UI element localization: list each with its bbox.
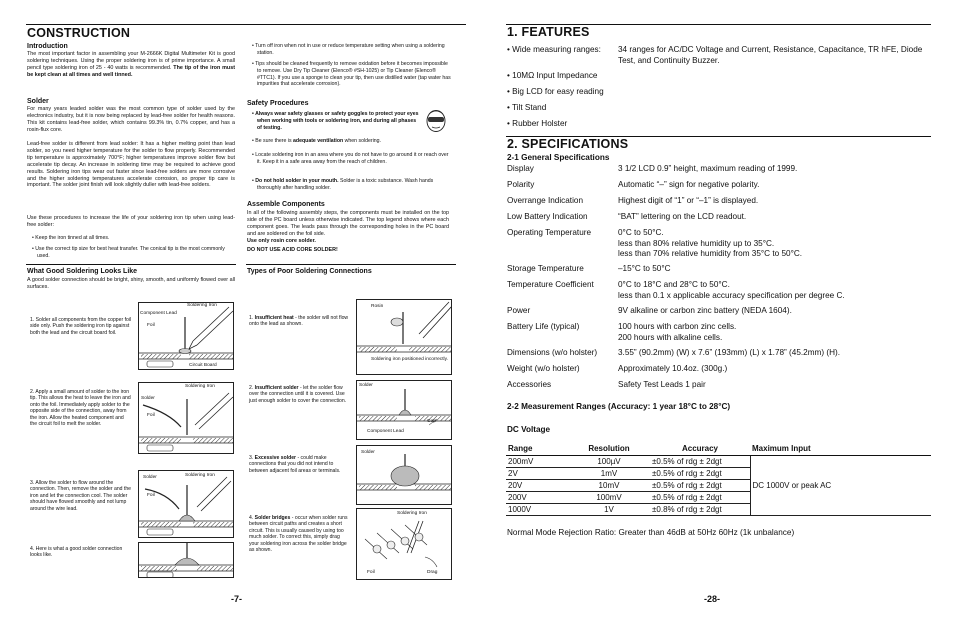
label-drag: Drag (427, 570, 438, 575)
assemble-heading: Assemble Components (247, 201, 325, 208)
feature-wide-ranges-key: • Wide measuring ranges: (507, 45, 601, 54)
good-step-2: 2. Apply a small amount of solder to the iron tip. This allows the heat to leave the iron and onto the foil. Immediately apply solder to the opposite side of the connection, away from the iron. Allow the heated component and the circuit foil to melt the solder. (30, 389, 131, 428)
safety-bullet-2: • Be sure there is adequate ventilation when soldering. (252, 138, 381, 144)
solder-paragraph-2: Lead-free solder is different from lead solder: It has a higher melting point than lead solder, so you need higher temperature for the solder to flow properly. Recommended tip temperature is approximately 700°F; higher temperatures improve solder flow but accelerate tip decay. An increase in soldering time may be required to achieve good results. Soldering iron tips wear out faster since lead-free solders are more corrosive and the higher soldering temperatures accelerate corrosion, so proper tip care is important. The solder joint finish will look slightly duller with lead-free solders. (27, 141, 235, 189)
feature-input-impedance: • 10MΩ Input Impedance (507, 71, 598, 80)
safety-bullet-3: • Locate soldering iron in an area where you do not have to go around it or reach over it. Keep it in a safe area away from the reach of children. (252, 152, 449, 165)
label-foil: Foil (147, 413, 155, 418)
label-soldering-iron: Soldering Iron (185, 384, 215, 389)
construction-title: CONSTRUCTION (27, 26, 131, 40)
top-rule (26, 24, 466, 25)
label-rosin: Rosin (371, 304, 384, 309)
good-soldering-heading: What Good Soldering Looks Like (27, 268, 138, 275)
poor-figure-4 (356, 508, 452, 580)
dc-voltage-heading: DC Voltage (507, 425, 551, 434)
poor-1-insufficient-heat: 1. Insufficient heat - the solder will not flow onto the lead as shown. (249, 315, 349, 328)
good-step-3: 3. Allow the solder to flow around the connection. Then, remove the solder and the iron and let the connection cool. The solder should have flowed smoothly and not lump around the wire lead. (30, 480, 131, 512)
general-spec-heading: 2-1 General Specifications (507, 153, 610, 162)
page-number-left: -7- (231, 594, 242, 604)
safety-bullet-1: • Always wear safety glasses or safety goggles to protect your eyes when working with tools or soldering iron, and during all phases of testing. (252, 111, 419, 131)
tip-bullet-1: • Turn off iron when not in use or reduce temperature setting when using a soldering station. (252, 43, 445, 56)
label-solder: Solder (359, 383, 373, 388)
solder-paragraph-3: Use these procedures to increase the life of your soldering iron tip when using lead-free solder: (27, 215, 235, 228)
table-row: 20V 10mV ±0.5% of rdg ± 2dgt (506, 479, 931, 491)
feature-wide-ranges-value: 34 ranges for AC/DC Voltage and Current, Resistance, Capacitance, TR hFE, Diode Test, and Continuity Buzzer. (618, 45, 923, 65)
label-foil: Foil (147, 493, 155, 498)
dc-max-input-cell: DC 1000V or peak AC (750, 455, 931, 515)
label-circuit-board: Circuit Board (189, 363, 217, 368)
poor-soldering-heading: Types of Poor Soldering Connections (247, 268, 372, 275)
col-maximum-input: Maximum Input (750, 443, 931, 455)
measurement-ranges-heading: 2-2 Measurement Ranges (Accuracy: 1 year 18°C to 28°C) (507, 402, 731, 411)
table-row: 200mV 100µV ±0.5% of rdg ± 2dgt DC 1000V or peak AC (506, 455, 931, 467)
poor-figure-3 (356, 445, 452, 505)
label-soldering-iron: Soldering Iron (397, 511, 427, 516)
safety-heading: Safety Procedures (247, 100, 309, 107)
right-page: 1. FEATURES • Wide measuring ranges: 34 ranges for AC/DC Voltage and Current, Resistance, Capacitance, TR hFE, Diode Test, and Continuity Buzzer. • 10MΩ Input Impedance • Big LCD for easy reading • Tilt Stand • Rubber Holster 2. SPECIFICATIONS 2-1 General Specifications Display 3 1/2 LCD 0.9” height, maximum reading of 1999. Polarity Automatic “–” sign for negative polarity. Overrange Indication Highest digit of “1” or “–1” is displayed. Low Battery Indication “BAT” lettering on the LCD readout. Operating Temperature 0°C to 50°C. less than 80% relative humidity up to 35°C. less than 70% relative humidity from 35°C to 50°C. Storage Temperature –15°C to 50°C Temperature Coefficient 0°C to 18°C and 28°C to 50°C. less than 0.1 x applicable accuracy specification per degree C. Power 9V alkaline or carbon zinc battery (NEDA 1604). Battery Life (typical) 100 hours with carbon zinc cells. 200 hours with alkaline cells. Dimensions (w/o holster) 3.55” (90.2mm) (W) x 7.6” (193mm) (L) x 1.78” (45.2mm) (H). Weight (w/o holster) Approximately 10.4oz. (300g.) Accessories Safety Test Leads 1 pair 2-2 Measurement Ranges (Accuracy: 1 year 18°C to 28°C) DC Voltage Range Resolution Accuracy Maximum Input 200mV 100µV ±0.5% of rdg ± 2dgt DC 1000V or peak AC 2V 1mV ±0.5% of rdg ± 2dgt 20V 10mV ±0.5% of rdg ± 2dgt 200V 100mV ±0.5% of rdg ± 2dgt 1000V 1V ±0.8% of rdg ± 2dgt Normal Mode Rejection Ratio: Greater than 46dB at 50Hz 60Hz (1k unbalance) -28- (477, 0, 954, 618)
poor-rule (246, 264, 456, 265)
good-figure-1 (138, 302, 234, 370)
intro-paragraph: The most important factor in assembling your M-2666K Digital Multimeter Kit is good soldering techniques. Using the proper soldering iron is of prime importance. A small pencil type soldering iron of 25 - 40 watts is recommended. The tip of the iron must be kept clean at all times and well tinned. (27, 51, 235, 78)
label-soldering-iron: Soldering Iron (187, 303, 217, 308)
good-figure-2 (138, 382, 234, 454)
table-header-row (506, 443, 931, 455)
label-solder: Solder (143, 475, 157, 480)
rosin-note: Soldering iron positioned incorrectly. (371, 357, 448, 362)
page-number-right: -28- (704, 594, 721, 604)
label-soldering-iron: Soldering Iron (185, 473, 215, 478)
table-row: 2V 1mV ±0.5% of rdg ± 2dgt (506, 467, 931, 479)
col-resolution: Resolution (568, 443, 650, 455)
label-solder: Solder (141, 396, 155, 401)
label-component-lead: Component Lead (140, 311, 177, 316)
label-foil: Foil (147, 323, 155, 328)
assemble-paragraph: In all of the following assembly steps, the components must be installed on the top side of the PC board unless otherwise indicated. The top legend shows where each component goes. The leads pass through the corresponding holes in the PC board and are soldered on the foil side. Use only rosin core solder. DO NOT USE ACID CORE SOLDER! (247, 210, 449, 253)
solder-bullet-2: • Use the correct tip size for best heat transfer. The conical tip is the most commonly used. (32, 246, 225, 259)
intro-heading: Introduction (27, 43, 68, 50)
poor-2-insufficient-solder: 2. Insufficient solder - let the solder flow over the connection until it is covered. Use just enough solder to cover the connection. (249, 385, 347, 404)
nmrr-note: Normal Mode Rejection Ratio: Greater than 46dB at 50Hz 60Hz (1k unbalance) (507, 528, 795, 537)
poor-3-excessive-solder: 3. Excessive solder - could make connections that you did not intend to between adjacent foil areas or terminals. (249, 455, 341, 474)
poor-figure-1 (356, 299, 452, 375)
solder-bullet-1: • Keep the iron tinned at all times. (32, 235, 110, 241)
good-rule (26, 264, 236, 265)
label-component-lead: Component Lead (367, 429, 404, 434)
col-range: Range (506, 443, 568, 455)
label-gap: Gap (427, 419, 437, 424)
goggles-icon (425, 109, 447, 133)
solder-paragraph-1: For many years leaded solder was the most common type of solder used by the electronics industry, but it is now being replaced by lead-free solder for health reasons. This kit contains lead-free solder, which contains 99.3% tin, 0.7% copper, and has a rosin-flux core. (27, 106, 235, 133)
good-figure-3 (138, 470, 234, 538)
feature-tilt-stand: • Tilt Stand (507, 103, 547, 112)
features-title: 1. FEATURES (507, 25, 590, 39)
feature-big-lcd: • Big LCD for easy reading (507, 87, 604, 96)
good-figure-4 (138, 542, 234, 578)
safety-bullet-4: • Do not hold solder in your mouth. Solder is a toxic substance. Wash hands thoroughly after handling solder. (252, 178, 434, 191)
feature-rubber-holster: • Rubber Holster (507, 119, 568, 128)
poor-4-solder-bridges: 4. Solder bridges - occur when solder runs between circuit paths and creates a short circuit. This is usually caused by using too much solder. To correct this, simply drag your soldering iron across the solder bridge as shown. (249, 515, 348, 554)
table-row: 200V 100mV ±0.5% of rdg ± 2dgt (506, 491, 931, 503)
label-solder: Solder (361, 450, 375, 455)
label-foil: Foil (367, 570, 375, 575)
tip-bullet-2: • Tips should be cleaned frequently to remove oxidation before it becomes impossible to remove. Use Dry Tip Cleaner (Elenco® #SH-1025) or Tip Cleaner (Elenco® #TTC1). If you use a sponge to clean your tip, then use distilled water (tap water has impurities that accelerate corrosion). (252, 61, 451, 88)
solder-heading: Solder (27, 98, 49, 105)
dc-voltage-table (506, 443, 931, 516)
good-soldering-paragraph: A good solder connection should be bright, shiny, smooth, and uniformly flowed over all surfaces. (27, 277, 235, 290)
good-step-1: 1. Solder all components from the copper foil side only. Push the soldering iron tip against both the lead and the circuit board foil. (30, 317, 132, 336)
poor-figure-2 (356, 380, 452, 440)
col-accuracy: Accuracy (650, 443, 750, 455)
good-step-4: 4. Here is what a good solder connection looks like. (30, 546, 123, 559)
specifications-title: 2. SPECIFICATIONS (507, 137, 629, 151)
table-row: 1000V 1V ±0.8% of rdg ± 2dgt (506, 503, 931, 515)
